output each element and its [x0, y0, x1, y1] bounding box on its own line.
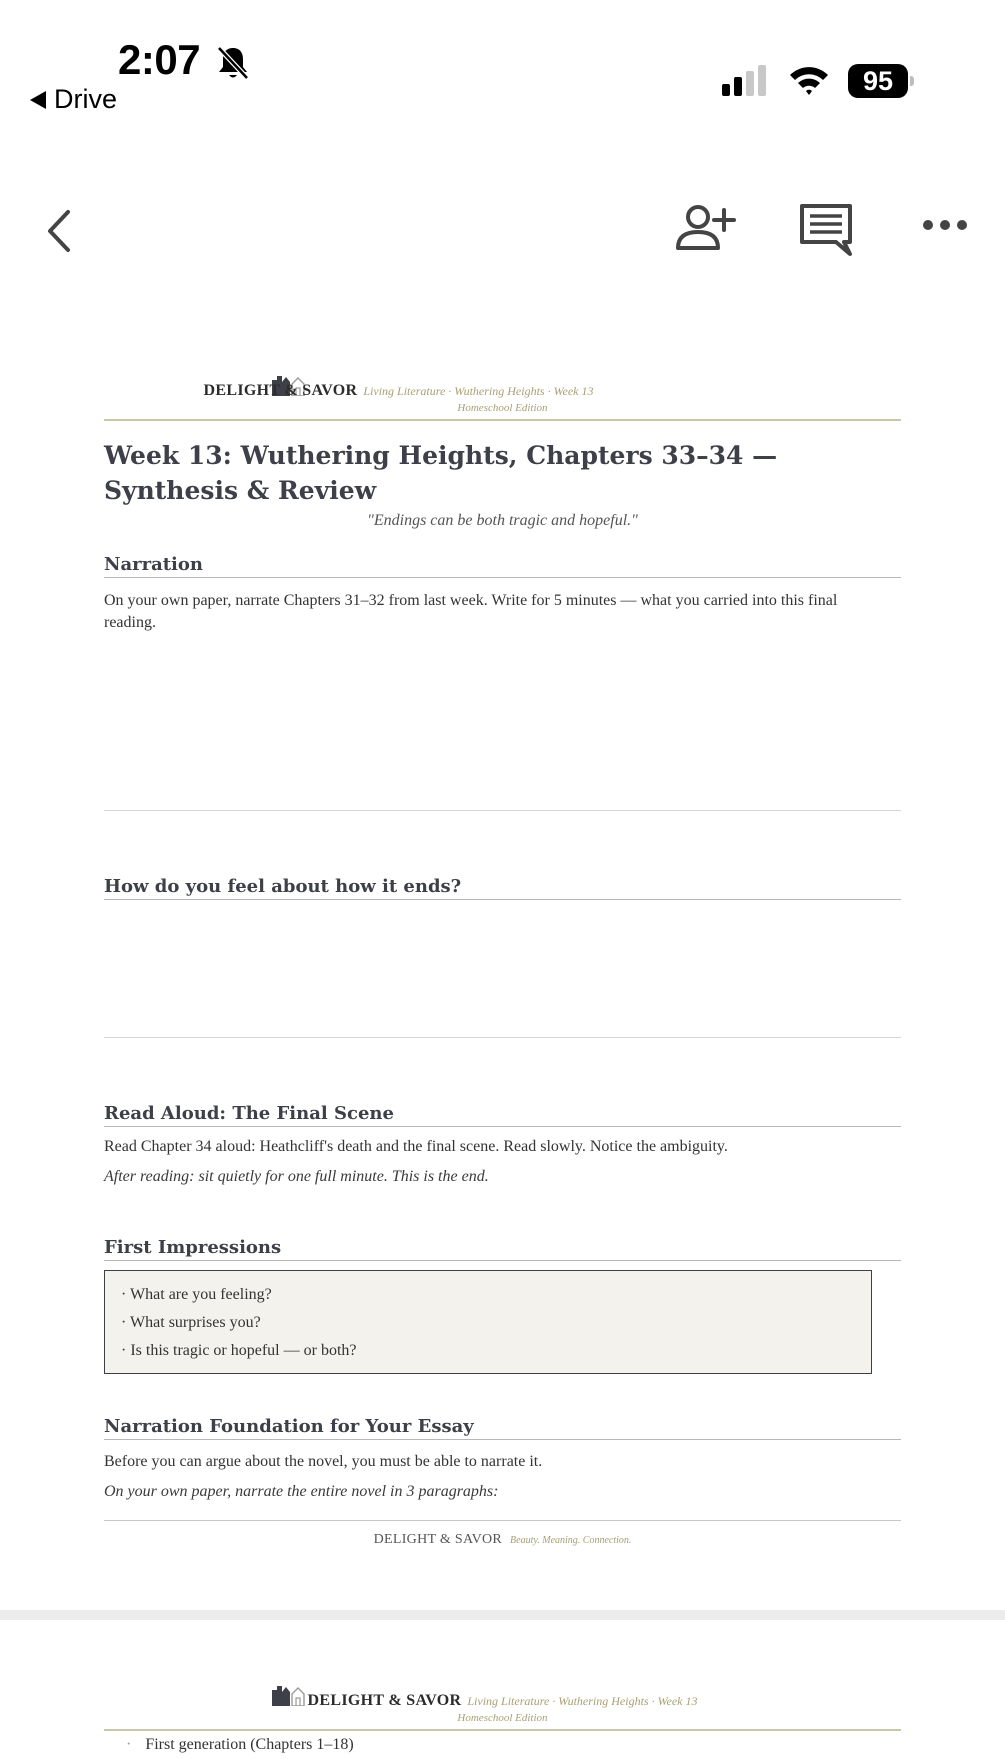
header-rule	[104, 419, 901, 421]
document-page-1	[0, 300, 1005, 1610]
section-heading-feel: How do you feel about how it ends?	[104, 876, 901, 900]
chevron-left-icon[interactable]	[40, 206, 80, 256]
section-heading-essay: Narration Foundation for Your Essay	[104, 1416, 901, 1440]
essay-note: On your own paper, narrate the entire novel in 3 paragraphs:	[104, 1483, 499, 1500]
back-to-drive-button[interactable]	[30, 84, 117, 115]
narration-instructions: On your own paper, narrate Chapters 31–32 from last week. Write for 5 minutes — what you carried into this final reading.	[104, 592, 838, 631]
section-heading-read-aloud: Read Aloud: The Final Scene	[104, 1103, 901, 1127]
impressions-box	[104, 1270, 872, 1374]
comment-icon[interactable]	[798, 202, 854, 258]
status-time: 2:07	[118, 36, 201, 83]
header-edition: Homeschool Edition	[457, 402, 548, 414]
status-bar	[0, 0, 1005, 120]
header-tagline: Living Literature · Wuthering Heights · Week 13	[467, 1694, 698, 1708]
list-item: · First generation (Chapters 1–18)	[126, 1736, 354, 1753]
footer-brand: DELIGHT & SAVOR	[373, 1532, 503, 1547]
read-aloud-note: After reading: sit quietly for one full minute. This is the end.	[104, 1168, 489, 1185]
brand-name: DELIGHT & SAVOR	[307, 1692, 462, 1709]
writing-line	[104, 810, 901, 811]
cellular-signal-icon	[720, 64, 770, 98]
page-footer	[104, 1530, 901, 1548]
brand-name: DELIGHT & SAVOR	[203, 382, 358, 399]
header-rule	[104, 1729, 901, 1731]
app-toolbar	[0, 190, 1005, 270]
battery-level: 95	[848, 64, 908, 98]
person-add-icon[interactable]	[672, 202, 736, 254]
document-page-2	[0, 1620, 1005, 1759]
section-heading-impressions: First Impressions	[104, 1237, 901, 1261]
header-tagline: Living Literature · Wuthering Heights · Week 13	[363, 384, 594, 398]
impression-question: · What are you feeling?	[121, 1286, 272, 1303]
back-triangle-icon	[30, 91, 46, 109]
writing-line	[104, 1037, 901, 1038]
read-aloud-instructions: Read Chapter 34 aloud: Heathcliff's death and the final scene. Read slowly. Notice the ambiguity.	[104, 1138, 728, 1155]
impression-question: · Is this tragic or hopeful — or both?	[121, 1342, 357, 1359]
battery-icon	[848, 64, 914, 98]
bell-slash-icon	[215, 44, 251, 82]
impression-question: · What surprises you?	[121, 1314, 261, 1331]
section-heading-narration: Narration	[104, 554, 901, 578]
wifi-icon	[788, 64, 830, 96]
essay-instructions: Before you can argue about the novel, you must be able to narrate it.	[104, 1453, 543, 1470]
footer-rule	[104, 1520, 901, 1521]
page-quote: "Endings can be both tragic and hopeful."	[367, 512, 638, 529]
back-to-drive-label: Drive	[54, 84, 118, 114]
more-horizontal-icon[interactable]	[920, 210, 970, 240]
document-viewport[interactable]	[0, 300, 1005, 1759]
list-item-label: First generation (Chapters 1–18)	[145, 1736, 354, 1753]
header-edition: Homeschool Edition	[457, 1712, 548, 1724]
page-separator	[0, 1610, 1005, 1620]
page-title: Week 13: Wuthering Heights, Chapters 33–34 — Synthesis & Review	[104, 441, 778, 505]
footer-slogan: Beauty. Meaning. Connection.	[510, 1535, 632, 1546]
